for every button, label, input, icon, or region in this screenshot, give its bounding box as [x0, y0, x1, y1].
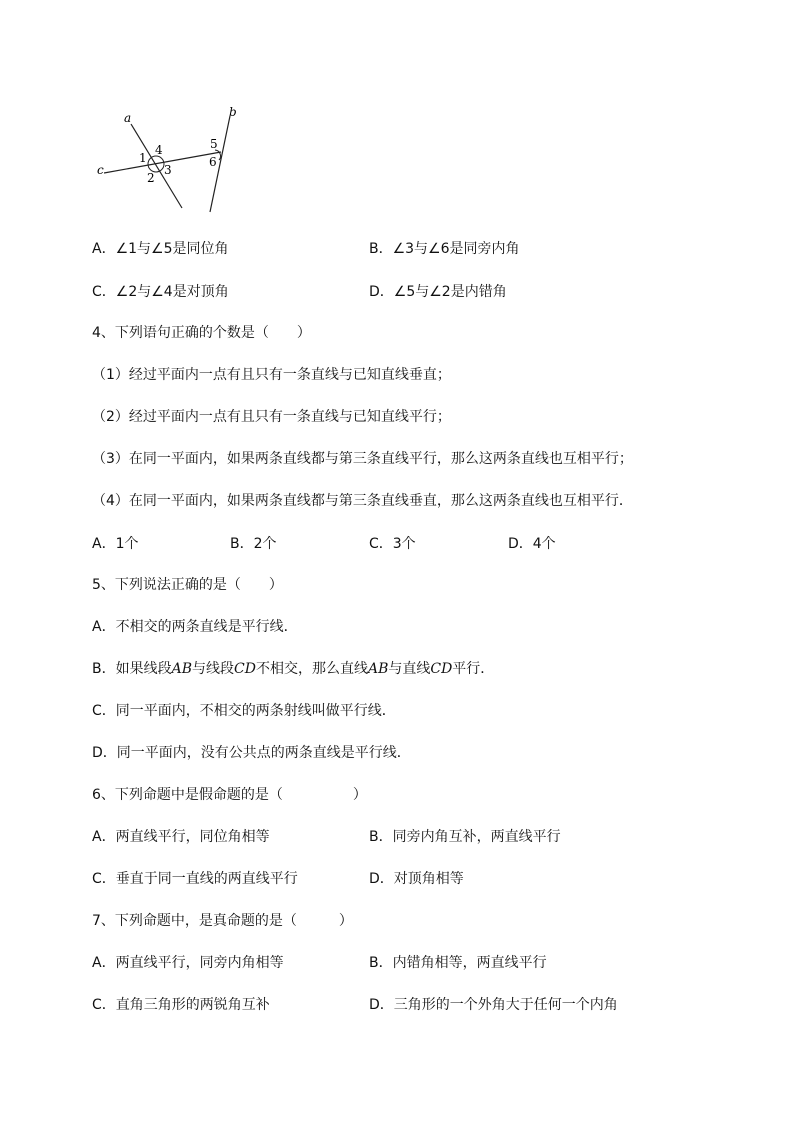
q3-option-b: B．∠3与∠6是同旁内角	[369, 241, 520, 257]
q5-option-a: A．不相交的两条直线是平行线．	[92, 619, 298, 635]
segment-ab: AB	[171, 661, 193, 677]
label-angle-2: 2	[147, 171, 155, 185]
q5-b-prefix: B．如果线段	[92, 661, 172, 677]
q5-b-suffix: 平行．	[452, 661, 495, 677]
q4-statement-3: （3）在同一平面内，如果两条直线都与第三条直线平行，那么这两条直线也互相平行；	[92, 451, 633, 467]
q7-option-a: A．两直线平行，同旁内角相等	[92, 955, 284, 971]
label-angle-4: 4	[155, 143, 163, 157]
q7-option-c: C．直角三角形的两锐角互补	[92, 997, 270, 1013]
label-angle-6: 6	[209, 155, 217, 169]
q6-option-b: B．同旁内角互补，两直线平行	[369, 829, 561, 845]
q6-option-d: D．对顶角相等	[369, 871, 464, 887]
label-b: b	[229, 105, 237, 119]
q5-b-mid2: 不相交，那么直线	[255, 661, 368, 677]
q4-stem: 4、下列语句正确的个数是（ ）	[92, 325, 311, 341]
q5-b-mid1: 与线段	[192, 661, 235, 677]
q4-option-b: B．2个	[230, 536, 277, 552]
line-ab: AB	[367, 661, 389, 677]
q3-option-d: D．∠5与∠2是内错角	[369, 284, 507, 300]
angles-figure	[88, 100, 258, 219]
label-a: a	[124, 111, 132, 125]
q7-option-d: D．三角形的一个外角大于任何一个内角	[369, 997, 618, 1013]
q4-option-c: C．3个	[369, 536, 416, 552]
q4-statement-1: （1）经过平面内一点有且只有一条直线与已知直线垂直；	[92, 367, 451, 383]
q5-b-mid3: 与直线	[388, 661, 431, 677]
label-angle-3: 3	[164, 163, 172, 177]
q5-stem: 5、下列说法正确的是（ ）	[92, 577, 283, 593]
q5-option-b	[92, 659, 494, 679]
line-a	[131, 124, 182, 208]
q6-stem: 6、下列命题中是假命题的是（ ）	[92, 787, 367, 803]
q7-stem: 7、下列命题中，是真命题的是（ ）	[92, 913, 353, 929]
segment-cd: CD	[234, 661, 256, 677]
q6-option-c: C．垂直于同一直线的两直线平行	[92, 871, 298, 887]
label-angle-5: 5	[210, 137, 218, 151]
angles-diagram	[88, 100, 258, 215]
q6-option-a: A．两直线平行，同位角相等	[92, 829, 270, 845]
label-angle-1: 1	[139, 151, 147, 165]
q4-option-d: D．4个	[508, 536, 556, 552]
q5-option-c: C．同一平面内，不相交的两条射线叫做平行线．	[92, 703, 396, 719]
q5-option-d: D．同一平面内，没有公共点的两条直线是平行线．	[92, 745, 411, 761]
q4-statement-2: （2）经过平面内一点有且只有一条直线与已知直线平行；	[92, 409, 451, 425]
q7-option-b: B．内错角相等，两直线平行	[369, 955, 547, 971]
line-cd: CD	[430, 661, 453, 677]
q3-option-c: C．∠2与∠4是对顶角	[92, 284, 229, 300]
q4-option-a: A．1个	[92, 536, 139, 552]
label-c: c	[97, 163, 104, 177]
q4-statement-4: （4）在同一平面内，如果两条直线都与第三条直线垂直，那么这两条直线也互相平行．	[92, 493, 633, 509]
q3-option-a: A．∠1与∠5是同位角	[92, 241, 229, 257]
